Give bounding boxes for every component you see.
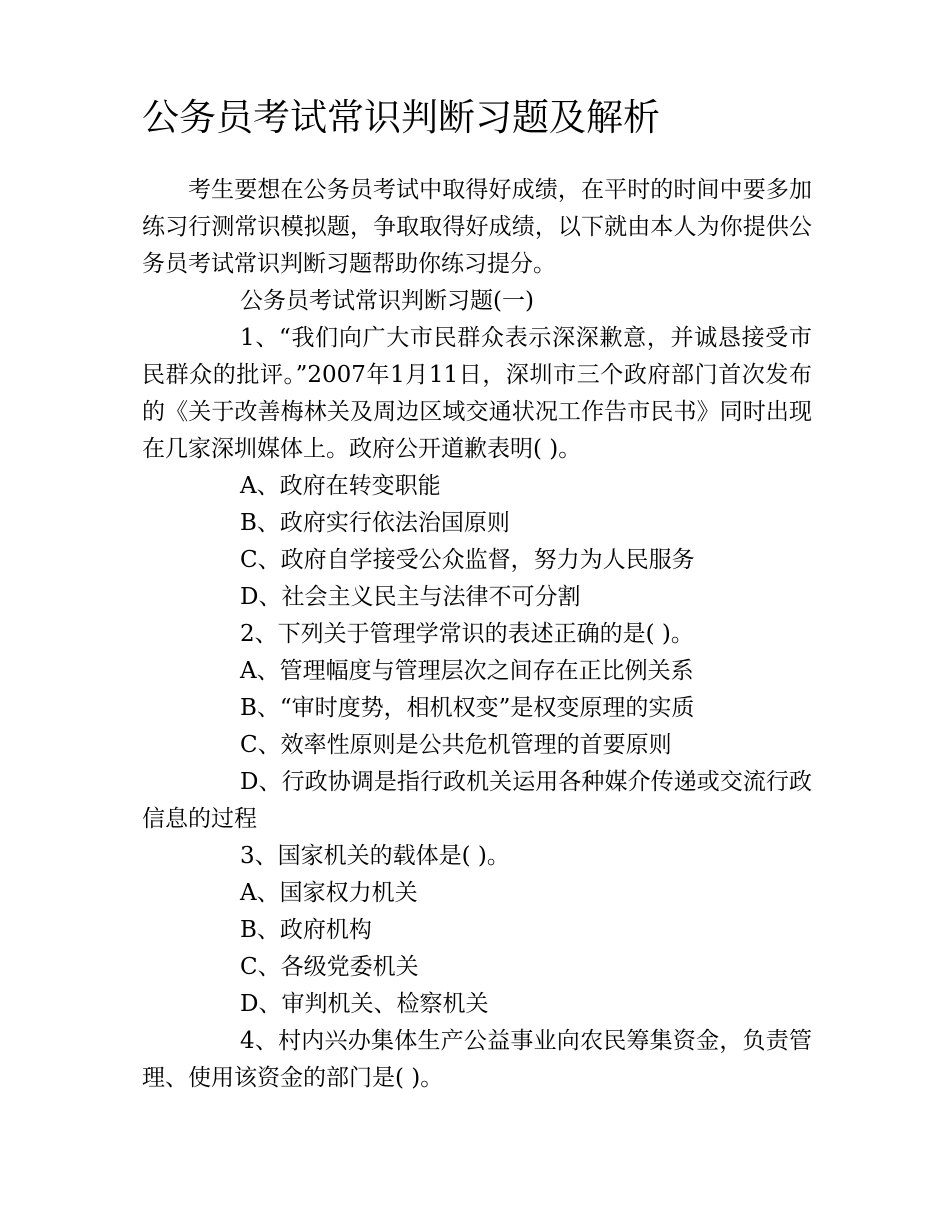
answer-option: B、政府机构 — [240, 917, 372, 943]
question-stem: 4、村内兴办集体生产公益事业向农民筹集资金，负责管理、使用该资金的部门是( )。 — [142, 1028, 812, 1091]
section-heading: 公务员考试常识判断习题(一) — [240, 288, 534, 314]
answer-option: D、社会主义民主与法律不可分割 — [240, 584, 581, 610]
answer-option: C、政府自学接受公众监督，努力为人民服务 — [240, 547, 695, 573]
question-4 — [142, 1023, 812, 1097]
answer-option: B、政府实行依法治国原则 — [240, 510, 510, 536]
question-2 — [142, 616, 812, 838]
question-stem: 2、下列关于管理学常识的表述正确的是( )。 — [240, 621, 694, 647]
document-body — [142, 172, 812, 1097]
question-1 — [142, 320, 812, 616]
answer-option: D、行政协调是指行政机关运用各种媒介传递或交流行政信息的过程 — [142, 769, 812, 832]
document-title: 公务员考试常识判断习题及解析 — [142, 96, 660, 139]
answer-option: A、政府在转变职能 — [240, 473, 441, 499]
answer-option: D、审判机关、检察机关 — [240, 991, 489, 1017]
answer-option: C、各级党委机关 — [240, 954, 419, 980]
answer-option: A、国家权力机关 — [240, 880, 418, 906]
answer-option: C、效率性原则是公共危机管理的首要原则 — [240, 732, 672, 758]
question-3 — [142, 838, 812, 1023]
intro-paragraph: 考生要想在公务员考试中取得好成绩，在平时的时间中要多加练习行测常识模拟题，争取取得好成绩，以下就由本人为你提供公务员考试常识判断习题帮助你练习提分。 — [142, 177, 812, 277]
question-stem: 1、“我们向广大市民群众表示深深歉意，并诚恳接受市民群众的批评。”2007年1月11日，深圳市三个政府部门首次发布的《关于改善梅林关及周边区域交通状况工作告市民书》同时出现在几家深圳媒体上。政府公开道歉表明( )。 — [142, 325, 812, 462]
answer-option: A、管理幅度与管理层次之间存在正比例关系 — [240, 658, 694, 684]
answer-option: B、“审时度势，相机权变”是权变原理的实质 — [240, 695, 695, 721]
question-stem: 3、国家机关的载体是( )。 — [240, 843, 510, 869]
